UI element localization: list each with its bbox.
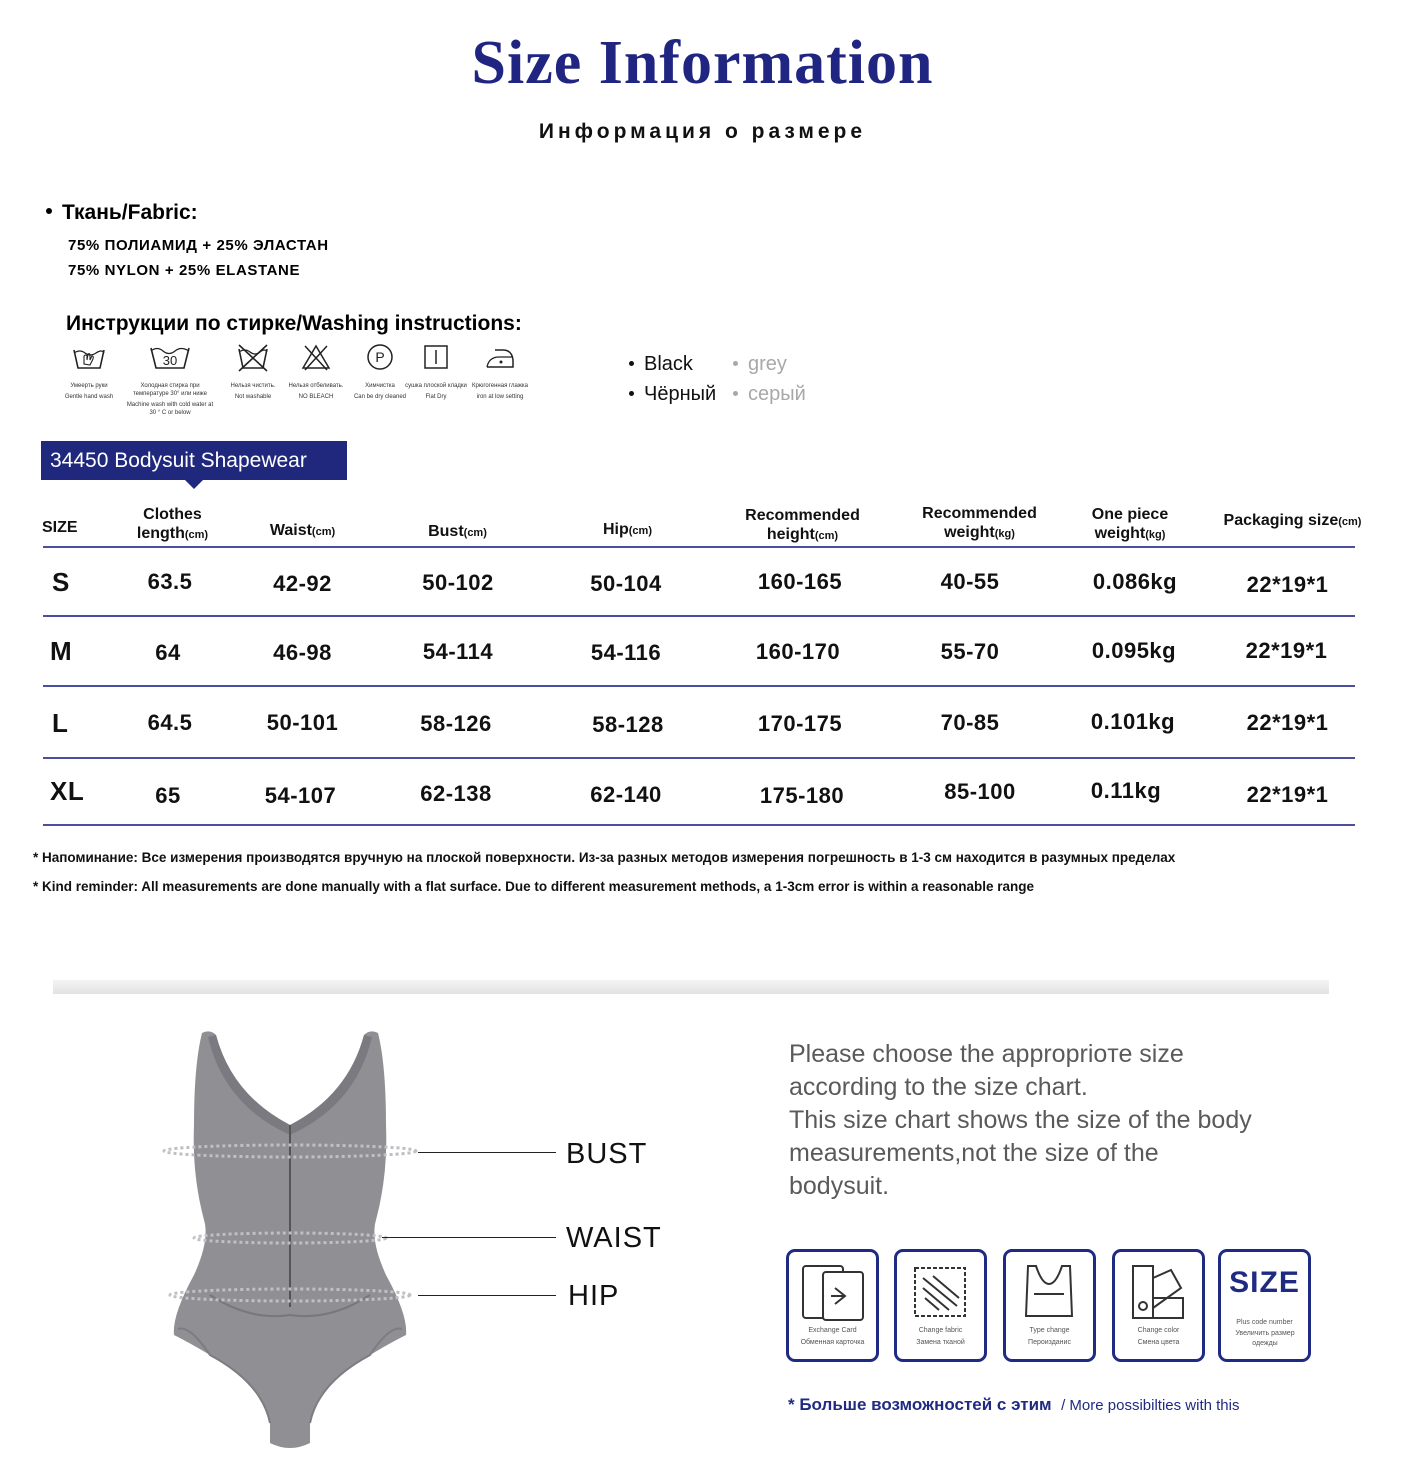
exchange-card-icon (795, 1258, 870, 1326)
cell-weight: 85-100 (944, 779, 1016, 804)
header-hip (575, 520, 680, 541)
cell-size: L (52, 708, 69, 738)
cell-piece-weight: 0.101kg (1090, 709, 1176, 734)
header-one-piece-line2: weight (1094, 525, 1146, 542)
page-title: Size Information (471, 29, 934, 97)
wash-item-nobleach (284, 342, 348, 401)
wash-nobleach-ru: Нельзя отбеливать. (288, 383, 344, 389)
fabric-composition-ru: 75% ПОЛИАМИД + 25% ЭЛАСТАН (68, 237, 329, 254)
wash-item-flatdry (404, 342, 468, 401)
option-color-ru: Смена цвета (1137, 1339, 1180, 1346)
cell-bust: 58-126 (420, 711, 492, 736)
flat-dry-icon (421, 342, 451, 372)
header-rec-height-line1: Recommended (745, 507, 860, 524)
waist-label: WAIST (566, 1222, 662, 1254)
header-clothes-unit: (cm) (184, 529, 209, 541)
header-packaging-size (1205, 511, 1380, 532)
cell-bust: 62-138 (420, 781, 492, 806)
wash-item-machine (126, 342, 214, 417)
low-iron-icon (483, 342, 517, 372)
cell-hip: 50-104 (590, 571, 662, 596)
washing-heading: Инструкции по стирке/Washing instructions: (66, 312, 522, 335)
waist-pointer-line (382, 1237, 556, 1238)
cell-hip: 58-128 (592, 712, 664, 737)
option-fabric-en: Change fabric (918, 1327, 963, 1334)
cell-height: 160-165 (757, 569, 843, 594)
cell-length: 63.5 (147, 569, 193, 594)
no-bleach-icon (299, 342, 333, 372)
option-exchange-ru: Обменная карточка (800, 1339, 865, 1346)
description-line-4: measurements,not the size of the (789, 1139, 1159, 1167)
table-divider (43, 546, 1355, 548)
wash-iron-en: iron at low setting (476, 394, 524, 400)
color-grey-ru (733, 383, 806, 406)
bust-pointer-line (418, 1152, 556, 1153)
cell-packaging: 22*19*1 (1246, 782, 1329, 807)
wash-temp-label: 30 (162, 353, 178, 368)
header-waist-unit: (cm) (311, 526, 336, 538)
hip-pointer-line (418, 1295, 556, 1296)
header-rec-weight-line2: weight (944, 524, 995, 541)
tag-pointer (185, 480, 203, 489)
cell-weight: 55-70 (940, 639, 1000, 664)
machine-wash-30-icon (148, 342, 192, 372)
option-size (1218, 1249, 1311, 1362)
bullet-icon (733, 361, 738, 366)
measurement-note-ru: * Напоминание: Все измерения производятся вручную на плоской поверхности. Из-за разных методов измерения погрешность в 1-3 см находится в разумных пределах (33, 850, 1176, 865)
cell-packaging: 22*19*1 (1245, 638, 1328, 663)
hip-label: HIP (568, 1280, 620, 1312)
do-not-wash-icon (235, 342, 271, 372)
type-change-icon (1012, 1258, 1087, 1326)
wash-dryclean-ru: Химчистка (365, 383, 395, 389)
dry-clean-icon (365, 342, 395, 372)
header-clothes-line1: Clothes (143, 506, 202, 523)
wash-nowash-en: Not washable (234, 394, 272, 400)
header-hip-text: Hip (602, 521, 629, 538)
header-bust-unit: (cm) (463, 527, 487, 539)
bullet-icon (629, 361, 634, 366)
option-type-ru: Пероизданис (1028, 1339, 1071, 1346)
cell-weight: 70-85 (940, 710, 1000, 735)
header-size: SIZE (42, 519, 78, 536)
option-size-en: Plus code number (1236, 1319, 1293, 1326)
header-recommended-weight (907, 504, 1052, 544)
cell-height: 175-180 (759, 783, 845, 808)
table-divider (43, 757, 1355, 759)
description-line-5: bodysuit. (789, 1172, 890, 1200)
color-grey-ru-text: серый (748, 383, 806, 405)
option-exchange-en: Exchange Card (808, 1327, 857, 1334)
color-black-ru-text: Чёрный (644, 383, 717, 405)
color-black-en-text: Black (644, 353, 693, 375)
section-divider (53, 980, 1329, 994)
change-color-icon (1121, 1258, 1196, 1326)
fabric-composition-en: 75% NYLON + 25% ELASTANE (68, 262, 301, 279)
header-recommended-height (730, 506, 875, 546)
header-rec-weight-unit: (kg) (994, 528, 1015, 540)
product-name-tag: 34450 Bodysuit Shapewear (41, 441, 347, 480)
cell-length: 64 (155, 640, 181, 665)
option-type-en: Type change (1029, 1327, 1070, 1334)
wash-item-hand (60, 342, 118, 401)
header-clothes-length (120, 505, 225, 545)
cell-hip: 62-140 (590, 782, 662, 807)
table-divider (43, 824, 1355, 826)
header-packaging-unit: (cm) (1338, 516, 1362, 528)
option-fabric-ru: Замена тканой (916, 1339, 965, 1346)
color-black-en (629, 353, 693, 376)
option-change-color (1112, 1249, 1205, 1362)
cell-waist: 42-92 (273, 571, 332, 596)
hand-wash-icon (71, 342, 107, 372)
cell-piece-weight: 0.095kg (1091, 638, 1177, 663)
wash-machine-en: Machine wash with cold water at 30 ° C or below (126, 402, 214, 416)
cell-height: 170-175 (757, 711, 843, 736)
cell-hip: 54-116 (590, 640, 662, 665)
header-rec-height-line2: height (766, 526, 815, 543)
color-grey-en (733, 353, 787, 376)
page-subtitle: Информация о размере (538, 120, 867, 143)
cell-piece-weight: 0.086kg (1092, 569, 1178, 594)
option-color-en: Change color (1137, 1327, 1180, 1334)
cell-length: 65 (155, 783, 181, 808)
bodysuit-illustration (150, 1025, 430, 1465)
description-line-3: This size chart shows the size of the body (789, 1106, 1252, 1134)
change-fabric-icon (903, 1258, 978, 1326)
header-packaging-text: Packaging size (1223, 512, 1339, 529)
cell-bust: 54-114 (422, 639, 494, 664)
header-clothes-line2: length (136, 525, 185, 542)
option-type-change (1003, 1249, 1096, 1362)
fabric-heading (46, 201, 198, 225)
more-en: / More possibilties with this (1061, 1397, 1240, 1414)
cell-piece-weight: 0.11kg (1090, 778, 1162, 803)
measurement-note-en: * Kind reminder: All measurements are done manually with a flat surface. Due to different measurement methods, a 1-3cm error is within a reasonable range (33, 879, 1035, 894)
cell-weight: 40-55 (940, 569, 1000, 594)
option-size-ru: Увеличить размер одежды (1235, 1330, 1295, 1347)
table-divider (43, 685, 1355, 687)
bust-label: BUST (566, 1138, 648, 1170)
wash-item-nowash (222, 342, 284, 401)
bullet-icon (46, 208, 52, 214)
option-change-fabric (894, 1249, 987, 1362)
cell-bust: 50-102 (422, 570, 494, 595)
wash-machine-ru: Холодная стирка при температуре 30° или ниже (133, 383, 207, 397)
wash-item-iron (468, 342, 532, 401)
header-bust (405, 522, 510, 543)
wash-flatdry-en: Flat Dry (425, 394, 447, 400)
dry-clean-label: P (375, 349, 385, 365)
header-rec-weight-line1: Recommended (922, 505, 1037, 522)
color-grey-en-text: grey (748, 353, 787, 375)
header-one-piece-unit: (kg) (1145, 529, 1166, 541)
option-exchange-card (786, 1249, 879, 1362)
cell-size: S (52, 567, 70, 597)
header-waist-text: Waist (269, 522, 312, 539)
cell-packaging: 22*19*1 (1246, 710, 1329, 735)
header-bust-text: Bust (428, 523, 464, 540)
cell-height: 160-170 (755, 639, 841, 664)
cell-size: XL (50, 776, 85, 806)
wash-hand-ru: Умеерть руки (70, 383, 108, 389)
header-hip-unit: (cm) (628, 525, 652, 537)
more-ru: * Больше возможностей с этим (788, 1395, 1052, 1414)
cell-length: 64.5 (147, 710, 193, 735)
header-one-piece-line1: One piece (1091, 506, 1169, 523)
cell-waist: 50-101 (266, 710, 339, 735)
wash-iron-ru: Крюгогенная глажка (471, 383, 528, 389)
cell-packaging: 22*19*1 (1246, 572, 1329, 597)
wash-hand-en: Gentle hand wash (64, 394, 114, 400)
description-line-1: Please choose the approprioте size (789, 1040, 1184, 1068)
wash-nobleach-en: NO BLEACH (298, 394, 334, 400)
wash-nowash-ru: Нельзя чистить. (230, 383, 276, 389)
description-line-2: according to the size chart. (789, 1073, 1088, 1101)
fabric-heading-text: Ткань/Fabric: (62, 201, 198, 224)
color-black-ru (629, 383, 716, 406)
bullet-icon (629, 391, 634, 396)
header-waist (250, 521, 355, 542)
table-divider (43, 615, 1355, 617)
cell-waist: 54-107 (264, 783, 337, 808)
cell-size: M (50, 636, 73, 666)
wash-flatdry-ru: сушка плоской кладки (405, 383, 467, 389)
wash-item-dryclean (352, 342, 408, 401)
header-one-piece-weight (1070, 505, 1190, 545)
cell-waist: 46-98 (273, 640, 332, 665)
wash-dryclean-en: Can be dry cleaned (353, 394, 407, 400)
more-possibilities (788, 1395, 1239, 1415)
bullet-icon (733, 391, 738, 396)
size-icon: SIZE (1229, 1266, 1300, 1299)
header-rec-height-unit: (cm) (814, 530, 839, 542)
